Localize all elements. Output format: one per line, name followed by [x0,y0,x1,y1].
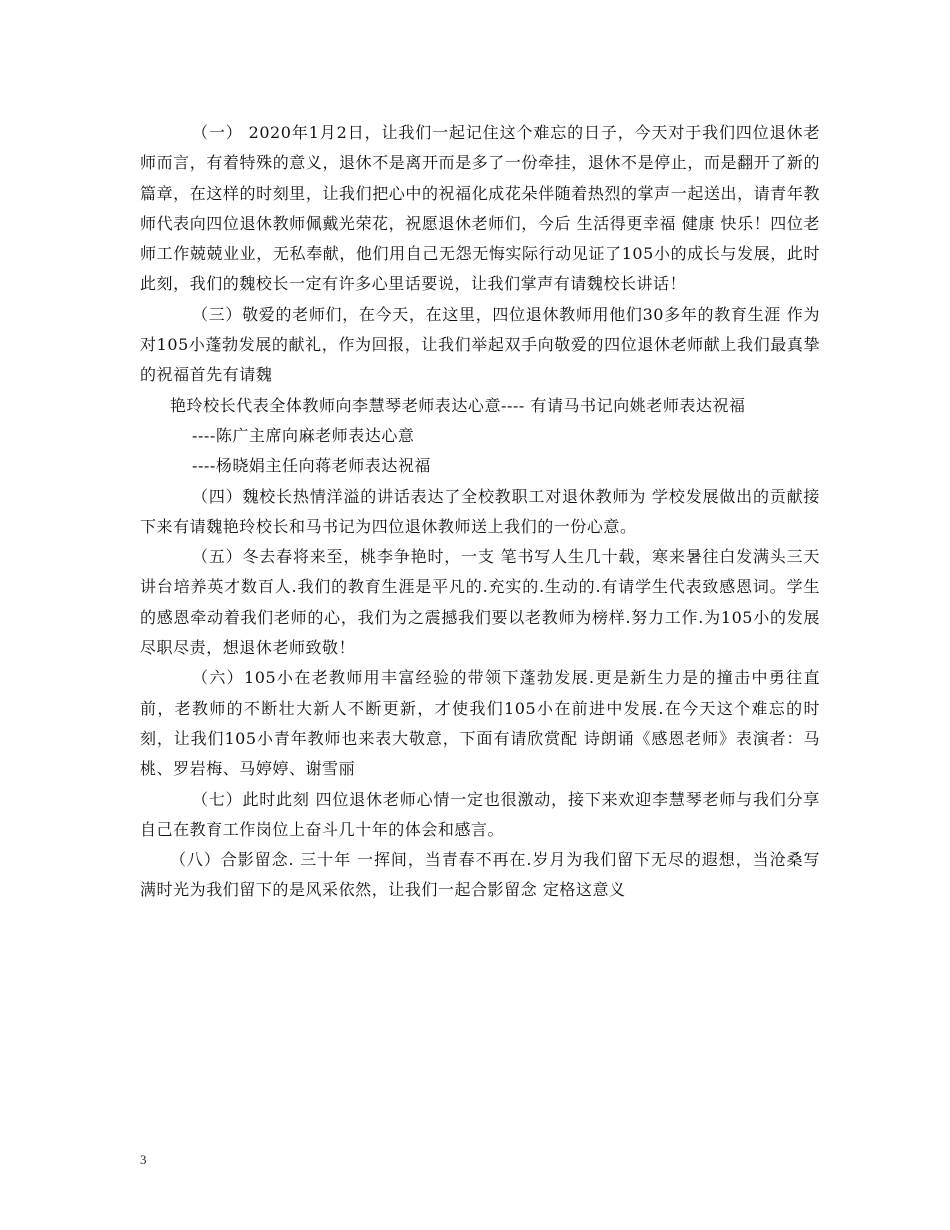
document-body [140,118,820,906]
paragraph-3-continuation: 艳玲校长代表全体教师向李慧琴老师表达心意---- 有请马书记向姚老师表达祝福 [170,395,746,415]
paragraph-4: （四）魏校长热情洋溢的讲话表达了全校教职工对退休教师为 学校发展做出的贡献接下来有请魏艳玲校长和马书记为四位退休教师送上我们的一份心意。 [140,486,820,536]
paragraph-3: （三）敬爱的老师们，在今天，在这里，四位退休教师用他们30多年的教育生涯 作为对105小蓬勃发展的献礼，作为回报，让我们举起双手向敬爱的四位退休老师献上我们最真挚的祝福首先有请魏 [140,304,820,385]
paragraph-8: （八）合影留念. 三十年 一挥间，当青春不再在.岁月为我们留下无尽的遐想，当沧桑写满时光为我们留下的是风采依然，让我们一起合影留念 定格这意义 [140,850,820,900]
paragraph-7: （七）此时此刻 四位退休老师心情一定也很激动，接下来欢迎李慧琴老师与我们分享自己在教育工作岗位上奋斗几十年的体会和感言。 [140,789,820,839]
paragraph-1: （一） 2020年1月2日，让我们一起记住这个难忘的日子，今天对于我们四位退休老师而言，有着特殊的意义，退休不是离开而是多了一份牵挂，退休不是停止，而是翻开了新的篇章，在这样的时刻里，让我们把心中的祝福化成花朵伴随着热烈的掌声一起送出，请青年教师代表向四位退休教师佩戴光荣花，祝愿退休老师们，今后 生活得更幸福 健康 快乐！四位老师工作兢兢业业，无私奉献，他们用自己无怨无悔实际行动见证了105小的成长与发展，此时此刻，我们的魏校长一定有许多心里话要说，让我们掌声有请魏校长讲话！ [140,123,820,294]
paragraph-3-line-chen: ----陈广主席向麻老师表达心意 [192,425,415,445]
paragraph-5: （五）冬去春将来至，桃李争艳时，一支 笔书写人生几十载，寒来暑往白发满头三天讲台培养英才数百人.我们的教育生涯是平凡的.充实的.生动的.有请学生代表致感恩词。学生的感恩牵动着我们老师的心，我们为之震撼我们要以老教师为榜样.努力工作.为105小的发展尽职尽责，想退休老师致敬！ [140,547,820,658]
page-number: 3 [140,1152,147,1167]
paragraph-3-line-yang: ----杨晓娟主任向蒋老师表达祝福 [192,456,431,476]
paragraph-6: （六）105小在老教师用丰富经验的带领下蓬勃发展.更是新生力是的撞击中勇往直前，老教师的不断壮大新人不断更新，才使我们105小在前进中发展.在今天这个难忘的时刻，让我们105小青年教师也来表大敬意，下面有请欣赏配 诗朗诵《感恩老师》表演者：马桃、罗岩梅、马婷婷、谢雪丽 [140,668,820,779]
